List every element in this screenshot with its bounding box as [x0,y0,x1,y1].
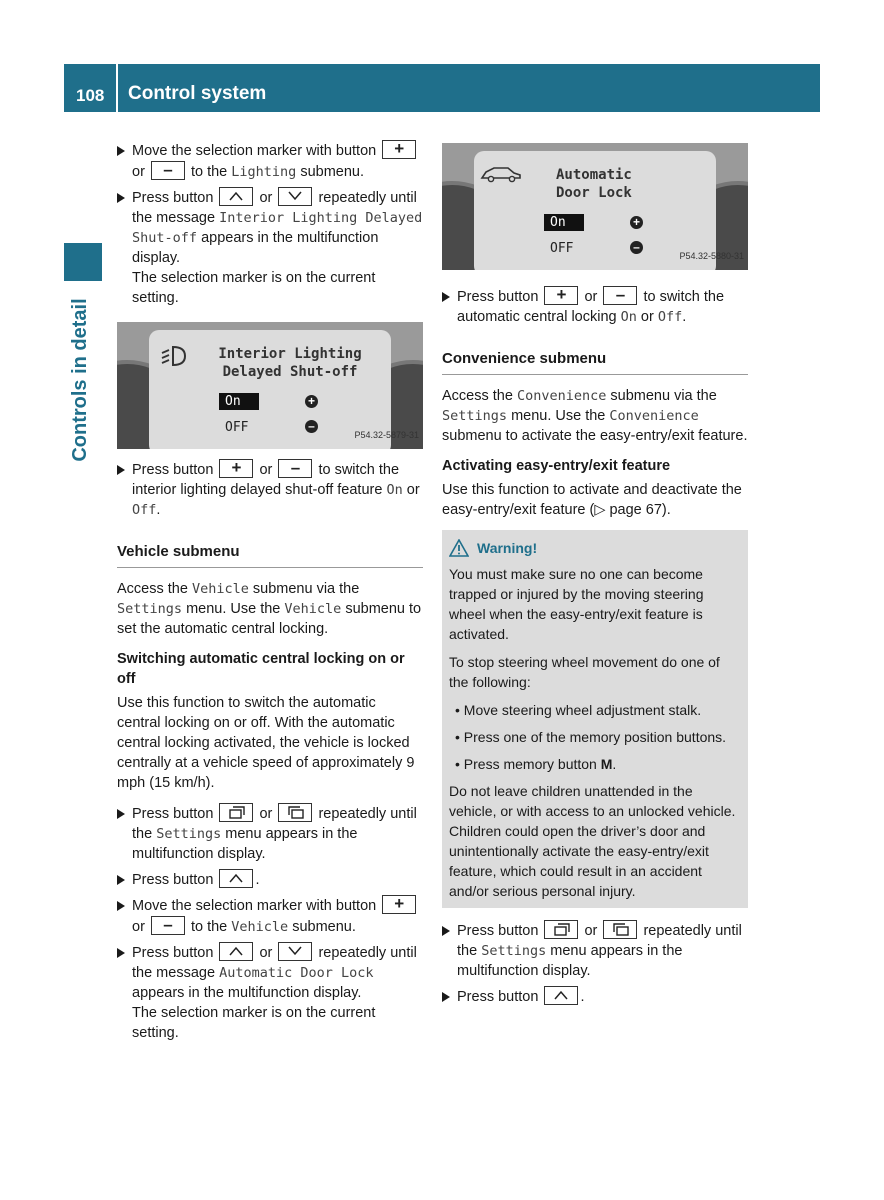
page-header [64,64,820,112]
minus-key-icon: – [151,916,185,935]
right-column [442,143,748,1012]
switching-heading: Switching automatic central locking on or off [117,651,405,687]
minus-key-icon: – [278,459,312,478]
image-code: P54.32-5880-31 [679,251,744,261]
minus-circle-icon: – [630,241,643,254]
instruction-step: Press button or repeatedly until the Settings menu appears in the multifunction display. [117,803,423,864]
warning-text: To stop steering wheel movement do one of the following: [449,654,720,690]
warning-text: Do not leave children unattended in the vehicle, or with access to an unlocked vehicle. Children could open the driver’s door and unintentionally activate the easy-entry/exit feature, which could result in an accident and/or serious personal injury. [449,783,736,899]
next-page-key-icon [603,920,637,939]
easy-entry-paragraph: Use this function to activate and deactivate the easy-entry/exit feature (▷ page 67). [442,482,742,518]
plus-key-icon: + [219,459,253,478]
next-page-key-icon [278,803,312,822]
page-title: Control system [128,83,267,104]
down-arrow-key-icon [278,942,312,961]
section-side-label: Controls in detail [69,298,91,462]
warning-box [442,530,748,908]
convenience-submenu-heading: Convenience submenu [442,349,748,375]
plus-key-icon: + [544,286,578,305]
display-illustration: Automatic Door Lock On OFF + – P54.32-5880-31 [442,143,748,270]
plus-circle-icon: + [305,395,318,408]
warning-title: Warning! [477,540,538,556]
warning-bullet: • Press memory button M. [455,756,617,772]
instruction-step: Press button + or – to switch the automatic central locking On or Off. [442,286,748,327]
page-number: 108 [76,86,105,105]
off-option: OFF [550,241,574,256]
easy-entry-heading: Activating easy-entry/exit feature [442,458,671,474]
warning-bullet: • Move steering wheel adjustment stalk. [455,702,702,718]
warning-text: You must make sure no one can become trapped or injured by the moving steering wheel when the easy-entry/exit feature is activated. [449,566,704,642]
previous-page-key-icon [219,803,253,822]
section-tab-marker [64,243,102,281]
off-option: OFF [225,420,249,435]
instruction-step: Press button + or – to switch the interior lighting delayed shut-off feature On or Off. [117,459,423,520]
instruction-step: Press button or repeatedly until the Settings menu appears in the multifunction display. [442,920,748,981]
instruction-step: Press button or repeatedly until the message Interior Lighting Delayed Shut-off appears in the multifunction display. The selection marker is on the current setting. [117,187,423,308]
minus-circle-icon: – [305,420,318,433]
switching-paragraph: Use this function to switch the automatic central locking on or off. With the automatic central locking activated, the vehicle is locked centrally at a vehicle speed of approximately 9 mph (15 km/h). [117,695,415,791]
header-divider [116,64,118,112]
up-arrow-key-icon [219,187,253,206]
vehicle-submenu-heading: Vehicle submenu [117,542,423,568]
warning-bullet: • Press one of the memory position buttons. [455,729,727,745]
instruction-step: Move the selection marker with button + or – to the Vehicle submenu. [117,895,423,937]
plus-circle-icon: + [630,216,643,229]
previous-page-key-icon [544,920,578,939]
up-arrow-key-icon [219,869,253,888]
left-column [117,140,423,1048]
up-arrow-key-icon [219,942,253,961]
down-arrow-key-icon [278,187,312,206]
warning-triangle-icon [449,539,469,557]
instruction-step: Press button . [117,869,423,890]
plus-key-icon: + [382,140,416,159]
on-option: On [219,393,259,410]
instruction-step: Move the selection marker with button + or – to the Lighting submenu. [117,140,423,182]
convenience-paragraph: Access the Convenience submenu via the Settings menu. Use the Convenience submenu to activate the easy-entry/exit feature. [442,388,748,444]
image-code: P54.32-5879-31 [354,430,419,440]
plus-key-icon: + [382,895,416,914]
on-option: On [544,214,584,231]
minus-key-icon: – [603,286,637,305]
instruction-step: Press button . [442,986,748,1007]
up-arrow-key-icon [544,986,578,1005]
instruction-step: Press button or repeatedly until the message Automatic Door Lock appears in the multifunction display. The selection marker is on the current setting. [117,942,423,1043]
vehicle-paragraph: Access the Vehicle submenu via the Settings menu. Use the Vehicle submenu to set the automatic central locking. [117,581,422,637]
display-illustration: Interior Lighting Delayed Shut-off On OFF + – P54.32-5879-31 [117,322,423,449]
minus-key-icon: – [151,161,185,180]
